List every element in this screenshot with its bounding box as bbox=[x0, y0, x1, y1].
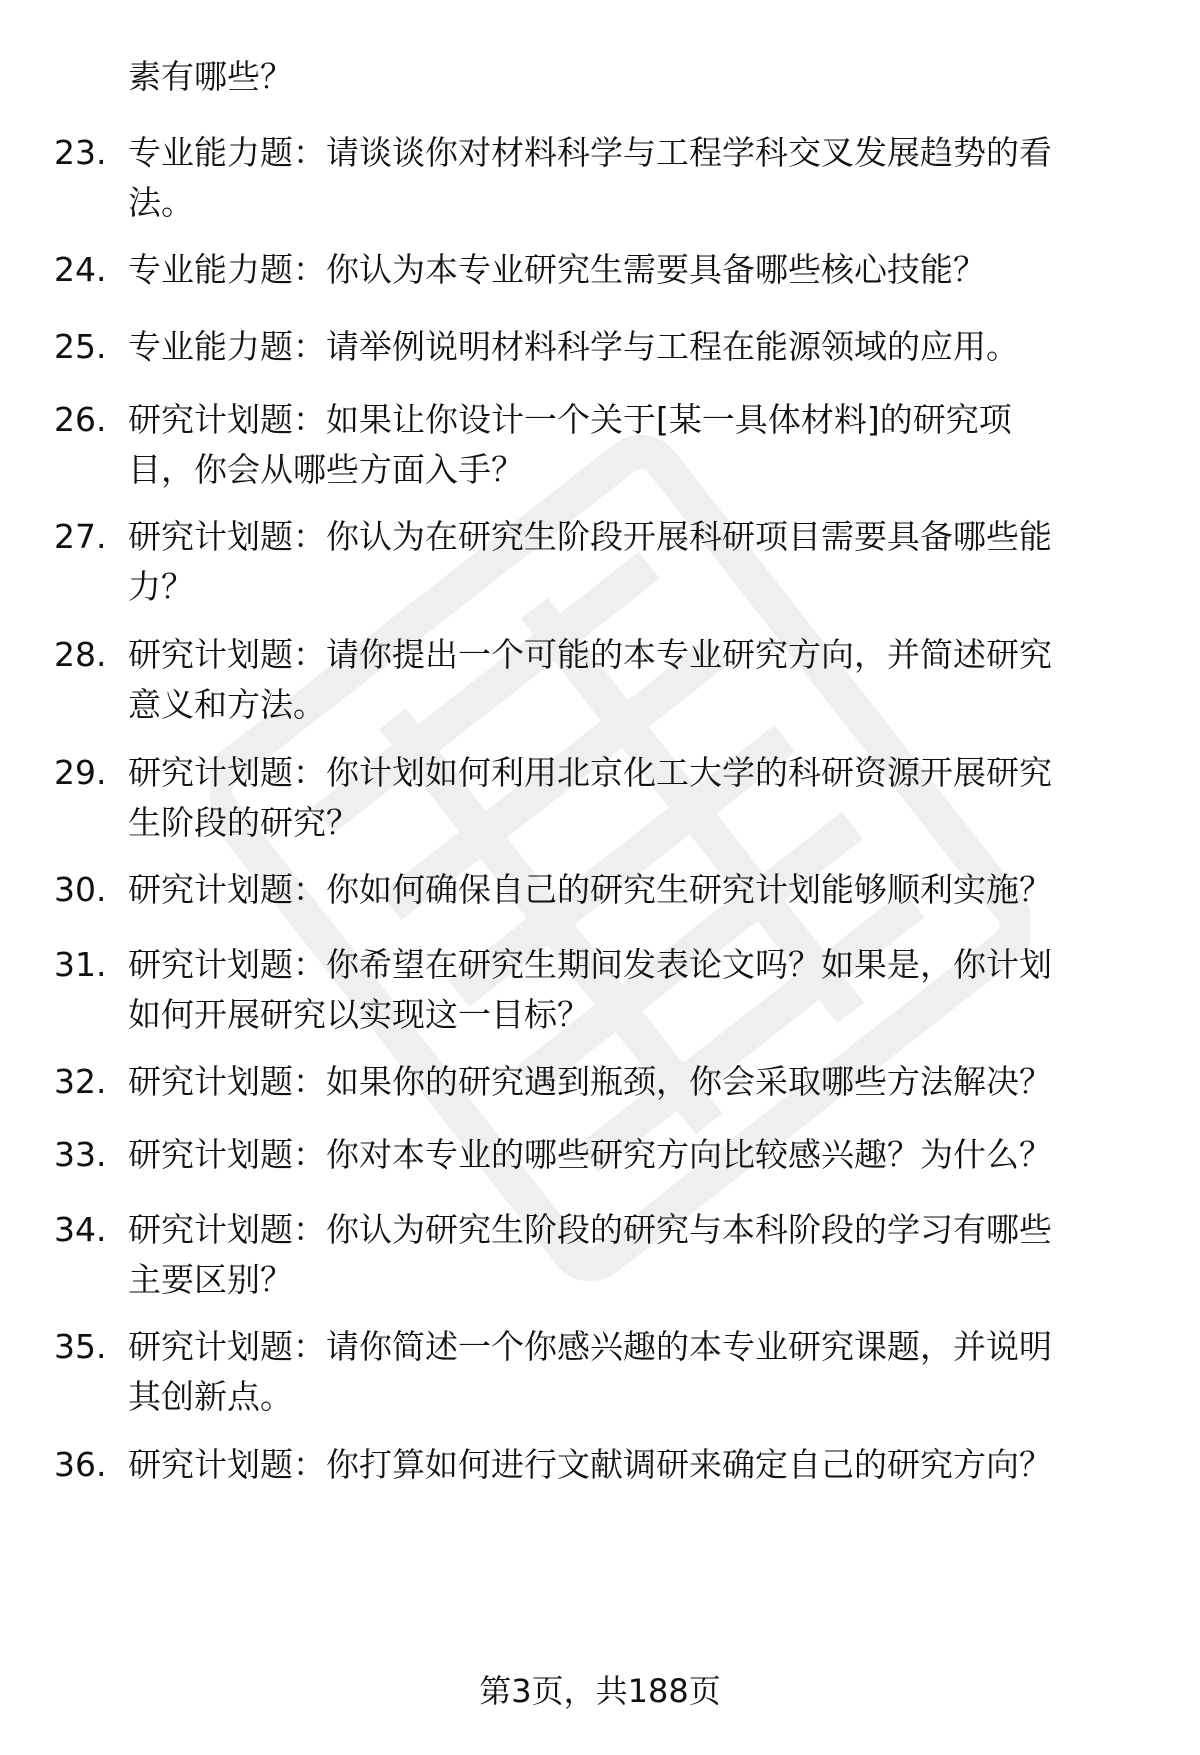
item-text: 专业能力题：请举例说明材料科学与工程在能源领域的应用。 bbox=[128, 327, 1019, 366]
item-number: 32. bbox=[54, 1062, 107, 1101]
item-text: 研究计划题：请你提出一个可能的本专业研究方向，并简述研究 意义和方法。 bbox=[128, 635, 1052, 724]
lead-in-text: 素有哪些？ bbox=[128, 57, 293, 96]
item-number: 35. bbox=[54, 1327, 107, 1366]
item-number: 27. bbox=[54, 517, 107, 556]
item-text: 研究计划题：你认为研究生阶段的研究与本科阶段的学习有哪些 主要区别？ bbox=[128, 1210, 1052, 1299]
item-number: 31. bbox=[54, 945, 107, 984]
item-number: 33. bbox=[54, 1135, 107, 1174]
item-number: 30. bbox=[54, 870, 107, 909]
item-text: 研究计划题：请你简述一个你感兴趣的本专业研究课题，并说明 其创新点。 bbox=[128, 1327, 1052, 1416]
item-text: 研究计划题：你对本专业的哪些研究方向比较感兴趣？为什么？ bbox=[128, 1135, 1052, 1174]
item-text: 研究计划题：如果让你设计一个关于[某一具体材料]的研究项 目，你会从哪些方面入手？ bbox=[128, 400, 1012, 489]
item-text: 专业能力题：你认为本专业研究生需要具备哪些核心技能？ bbox=[128, 250, 986, 289]
item-text: 研究计划题：你认为在研究生阶段开展科研项目需要具备哪些能 力？ bbox=[128, 517, 1052, 606]
item-text: 研究计划题：你计划如何利用北京化工大学的科研资源开展研究 生阶段的研究？ bbox=[128, 753, 1052, 842]
item-text: 专业能力题：请谈谈你对材料科学与工程学科交叉发展趋势的看 法。 bbox=[128, 133, 1052, 222]
item-number: 34. bbox=[54, 1210, 107, 1249]
item-number: 28. bbox=[54, 635, 107, 674]
item-text: 研究计划题：如果你的研究遇到瓶颈，你会采取哪些方法解决？ bbox=[128, 1062, 1052, 1101]
item-number: 24. bbox=[54, 250, 107, 289]
item-text: 研究计划题：你希望在研究生期间发表论文吗？如果是，你计划 如何开展研究以实现这一目标？ bbox=[128, 945, 1052, 1034]
item-number: 36. bbox=[54, 1445, 107, 1484]
item-text: 研究计划题：你打算如何进行文献调研来确定自己的研究方向？ bbox=[128, 1445, 1052, 1484]
item-text: 研究计划题：你如何确保自己的研究生研究计划能够顺利实施？ bbox=[128, 870, 1052, 909]
item-number: 26. bbox=[54, 400, 107, 439]
item-number: 25. bbox=[54, 327, 107, 366]
page-footer: 第3页，共188页 bbox=[479, 1672, 721, 1710]
item-number: 23. bbox=[54, 133, 107, 172]
item-number: 29. bbox=[54, 753, 107, 792]
